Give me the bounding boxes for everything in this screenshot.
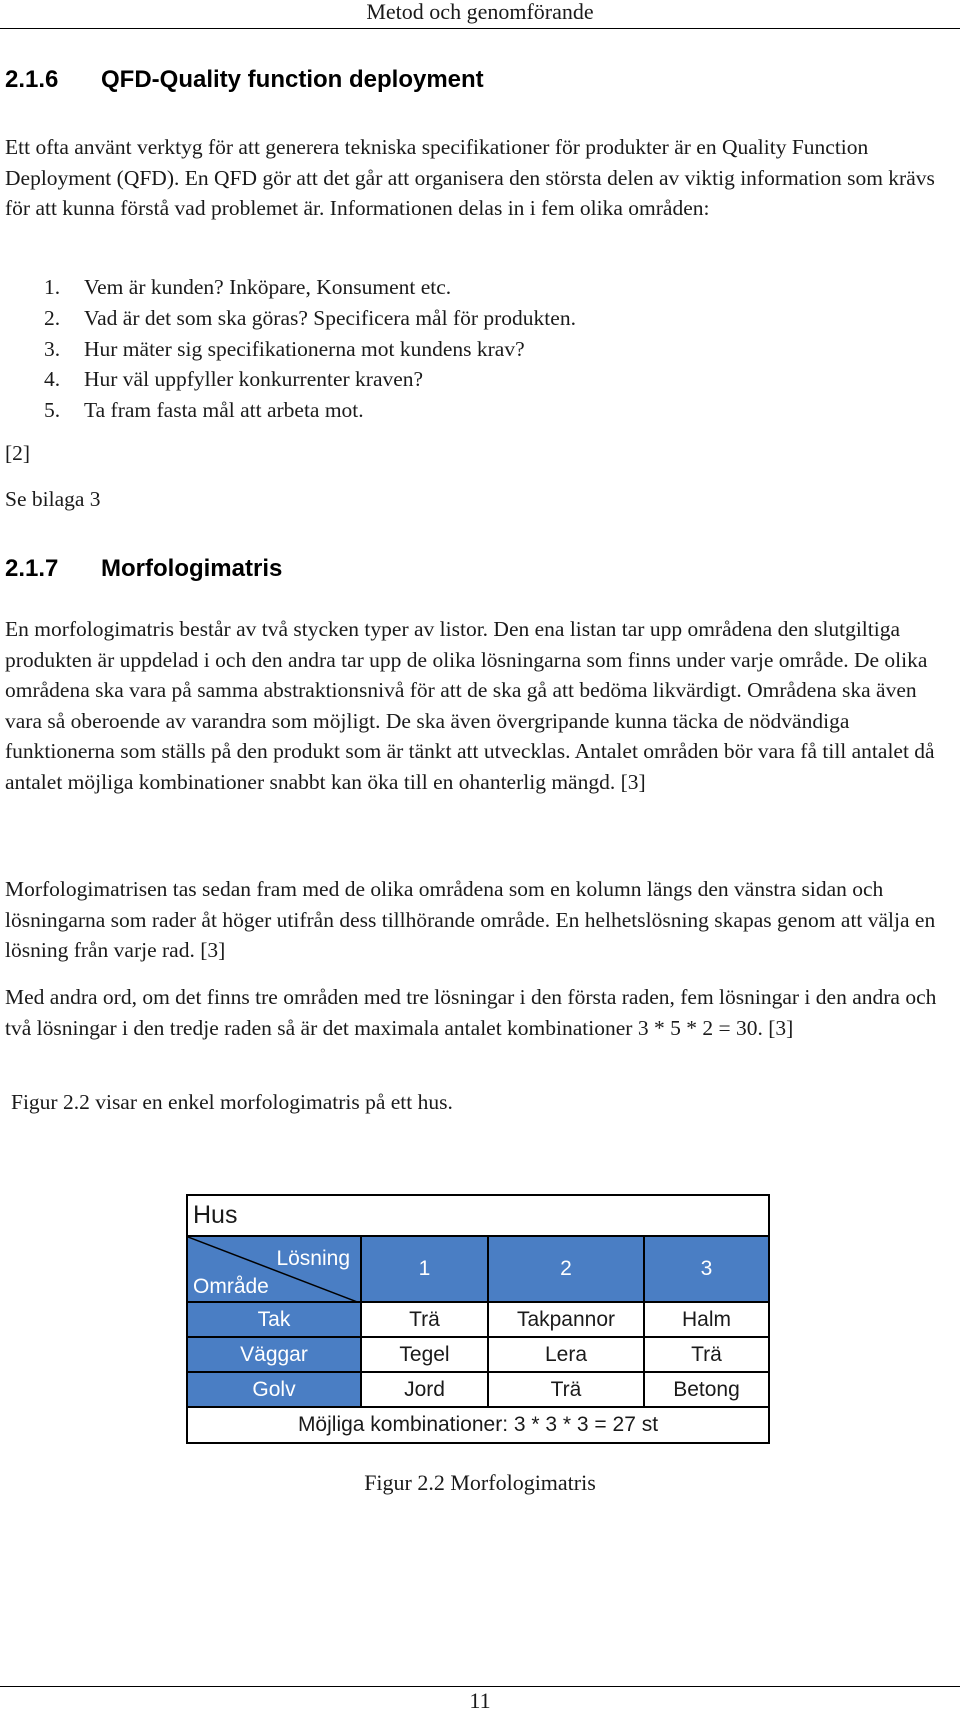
section-title: Morfologimatris <box>101 555 283 582</box>
figure-caption: Figur 2.2 Morfologimatris <box>364 1470 596 1495</box>
list-item-number: 4. <box>44 367 61 392</box>
morphology-matrix-table <box>186 1194 770 1444</box>
column-header: 1 <box>361 1236 488 1302</box>
matrix-total-combinations: Möjliga kombinationer: 3 * 3 * 3 = 27 st <box>187 1407 769 1443</box>
reference-marker: [2] <box>5 441 31 465</box>
row-area-label: Väggar <box>187 1337 361 1372</box>
table-cell: Trä <box>644 1337 769 1372</box>
section-heading-217 <box>5 555 282 583</box>
footer-rule <box>0 1686 960 1687</box>
table-cell: Halm <box>644 1302 769 1337</box>
qfd-intro-paragraph: Ett ofta använt verktyg för att generera tekniska specifikationer för produkter är en Quality Function Deployment (QFD). En QFD gör att det går att organisera den största delen av viktig information som krävs för att kunna förstå vad problemet är. Informationen delas in i fem olika områden: <box>5 135 935 220</box>
morph-paragraph-1: En morfologimatris består av två stycken typer av listor. Den ena listan tar upp områdena den slutgiltiga produkten är uppdelad i och den andra tar upp de olika lösningarna som finns under varje område. De olika områdena ska vara på samma abstraktionsnivå för att de ska gå att bedöma likvärdigt. Områdena ska även vara så oberoende av varandra som möjligt. De ska även övergripande kunna täcka de nödvändiga funktionerna som ställs på den produkt som är tänkt att utvecklas. Antalet områden bör vara få till antalet då antalet möjliga kombinationer snabbt kan öka till en ohanterlig mängd. [3] <box>5 617 935 794</box>
section-title: QFD-Quality function deployment <box>101 66 484 93</box>
list-item-text: Hur väl uppfyller konkurrenter kraven? <box>84 367 424 392</box>
list-item-number: 5. <box>44 398 61 423</box>
column-header: 3 <box>644 1236 769 1302</box>
morph-paragraph-2: Morfologimatrisen tas sedan fram med de olika områdena som en kolumn längs den vänstra sidan och lösningarna som rader åt höger utifrån dess tillhörande område. En helhetslösning skapas genom att välja en lösning från varje rad. [3] <box>5 877 936 962</box>
qfd-area-list <box>44 272 576 426</box>
matrix-corner-cell <box>187 1236 361 1302</box>
table-row <box>187 1337 769 1372</box>
row-area-label: Tak <box>187 1302 361 1337</box>
list-item <box>44 334 576 365</box>
appendix-note: Se bilaga 3 <box>5 487 101 511</box>
column-header: 2 <box>488 1236 644 1302</box>
list-item-number: 3. <box>44 336 61 361</box>
table-row <box>187 1302 769 1337</box>
matrix-header-row <box>187 1236 769 1302</box>
table-cell: Trä <box>361 1302 488 1337</box>
list-item-text: Vem är kunden? Inköpare, Konsument etc. <box>84 275 452 299</box>
corner-area-label: Område <box>193 1275 269 1298</box>
running-header <box>0 0 960 29</box>
matrix-title: Hus <box>187 1195 769 1236</box>
section-heading-216 <box>5 66 484 94</box>
table-cell: Takpannor <box>488 1302 644 1337</box>
section-number: 2.1.7 <box>5 555 59 582</box>
list-item-text: Hur mäter sig specifikationerna mot kundens krav? <box>84 336 525 361</box>
list-item-text: Ta fram fasta mål att arbeta mot. <box>84 398 364 423</box>
corner-solution-label: Lösning <box>276 1247 350 1270</box>
section-number: 2.1.6 <box>5 66 59 93</box>
list-item-number: 2. <box>44 305 61 330</box>
list-item <box>44 303 576 334</box>
table-cell: Tegel <box>361 1337 488 1372</box>
table-cell: Betong <box>644 1372 769 1407</box>
list-item <box>44 395 576 426</box>
header-title: Metod och genomförande <box>366 0 594 24</box>
page-number: 11 <box>469 1688 491 1713</box>
morph-paragraph-3: Med andra ord, om det finns tre områden med tre lösningar i den första raden, fem lösningar i den andra och två lösningar i den tredje raden så är det maximala antalet kombinationer 3 * 5 * 2 = 30. [3] <box>5 985 937 1040</box>
table-cell: Trä <box>488 1372 644 1407</box>
list-item-text: Vad är det som ska göras? Specificera mål för produkten. <box>84 305 576 330</box>
table-cell: Jord <box>361 1372 488 1407</box>
table-row <box>187 1372 769 1407</box>
row-area-label: Golv <box>187 1372 361 1407</box>
list-item-number: 1. <box>44 275 61 299</box>
list-item <box>44 272 576 303</box>
table-cell: Lera <box>488 1337 644 1372</box>
morph-paragraph-4: Figur 2.2 visar en enkel morfologimatris på ett hus. <box>11 1090 453 1114</box>
list-item <box>44 364 576 395</box>
